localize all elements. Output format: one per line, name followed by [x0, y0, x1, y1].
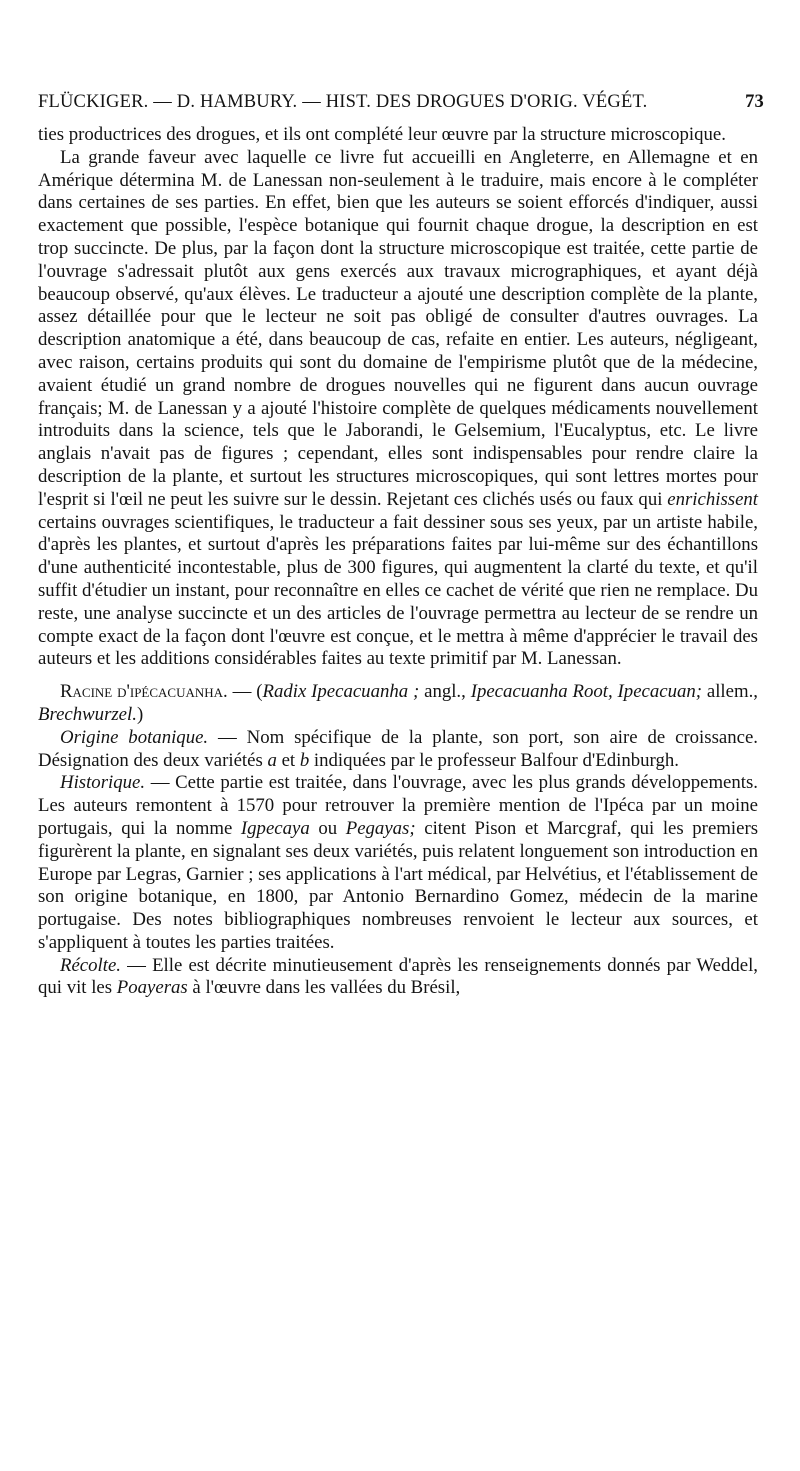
section-historique: [38, 772, 758, 954]
paragraph-continuation: ties productrices des drogues, et ils ont complété leur œuvre par la structure microscopique.: [38, 124, 726, 145]
entry-dash: — (: [227, 681, 263, 703]
italic-name: Igpecaya: [240, 817, 310, 839]
section-text: — Cette partie est traitée, dans l'ouvrage, avec les plus grands développements. Les auteurs remontent à 1570 pour retrouver la première mention de l'Ipéca par un moine portugais, qui la nomme: [38, 772, 758, 839]
section-text: indiquées par le professeur Balfour d'Edinburgh.: [309, 749, 679, 771]
entry-title: Racine d'ipécacuanha.: [60, 681, 228, 703]
section-label: Récolte.: [60, 954, 122, 976]
entry-separator: angl.,: [419, 681, 471, 703]
section-label: Historique.: [60, 772, 146, 794]
body-text: [38, 124, 758, 1000]
entry-synonym: Ipecacuanha Root, Ipecacuan;: [470, 681, 703, 703]
italic-word: enrichissent: [667, 488, 759, 510]
variety-letter: b: [299, 749, 310, 771]
variety-letter: a: [267, 749, 277, 771]
entry-heading: [38, 681, 758, 727]
section-text: ou: [309, 817, 346, 839]
entry-close: ): [136, 703, 144, 725]
paragraph-text: certains ouvrages scientifiques, le traducteur a fait dessiner sous ses yeux, par un artiste habile, d'après les plantes, et surtout d'après les préparations faites par lui-même sur des échantillons d'une authenticité incontestable, plus de 300 figures, qui augmentent la clarté du texte, et qu'il suffit d'étudier un instant, pour reconnaître en elles ce cachet de vérité que rien ne remplace. Du reste, une analyse succincte et un des articles de l'ouvrage permettra au lecteur de se rendre un compte exact de la façon dont l'œuvre est conçue, et le mettra à même d'apprécier le travail des auteurs et les additions considérables faites au texte primitif par M. Lanessan.: [38, 511, 758, 670]
section-text: à l'œuvre dans les vallées du Brésil,: [187, 977, 461, 999]
entry-synonym: Brechwurzel.: [38, 703, 137, 725]
italic-name: Pegayas;: [345, 817, 416, 839]
paragraph-text: La grande faveur avec laquelle ce livre fut accueilli en Angleterre, en Allemagne et en Amérique détermina M. de Lanessan non-seulement à le traduire, mais encore à le compléter dans certaines de ses parties. En effet, bien que les auteurs se soient efforcés d'indiquer, aussi exactement que possible, l'espèce botanique qui fournit chaque drogue, la description en est trop succincte. De plus, par la façon dont la structure microscopique est traitée, cette partie de l'ouvrage s'adressait plutôt aux gens exercés aux travaux micrographiques, et ayant déjà beaucoup observé, qu'aux élèves. Le traducteur a ajouté une description complète de la plante, assez détaillée pour que le lecteur ne soit pas obligé de consulter d'autres ouvrages. La description anatomique a été, dans beaucoup de cas, refaite en entier. Les auteurs, négligeant, avec raison, certains produits qui sont du domaine de l'empirisme plutôt que de la médecine, avaient étudié un grand nombre de drogues nouvelles qui ne figurent dans aucun ouvrage français; M. de Lanessan y a ajouté l'histoire complète de quelques médicaments nouvellement introduits dans la science, tels que le Jaborandi, le Gelsemium, l'Eucalyptus, etc. Le livre anglais n'avait pas de figures ; cependant, elles sont indispensables pour rendre claire la description de la plante, et surtout les structures microscopiques, qui sont lettres mortes pour l'esprit si l'œil ne peut les suivre sur le dessin. Rejetant ces clichés usés ou faux qui: [38, 146, 758, 510]
section-text: — Nom spécifique de la plante, son port, son aire de croissance. Désignation des deux variétés: [38, 726, 758, 771]
section-text: citent Pison et Marcgraf, qui les premiers figurèrent la plante, en signalant ses deux variétés, puis relatent longuement son introduction en Europe par Legras, Garnier ; ses applications à l'art médical, par Helvétius, et l'établissement de son origine botanique, en 1800, par Antonio Bernardino Gomez, médecin de la marine portugaise. Des notes bibliographiques nombreuses renvoient le lecteur aux sources, et s'appliquent à toutes les parties traitées.: [38, 817, 759, 953]
section-text: — Elle est décrite minutieusement d'après les renseignements donnés par Weddel, qui vit les: [38, 954, 758, 999]
page-number: 73: [745, 92, 764, 112]
italic-name: Poayeras: [116, 977, 188, 999]
entry-synonym: Radix Ipecacuanha ;: [262, 681, 420, 703]
running-header: [38, 92, 764, 118]
paragraph-translation: [38, 147, 758, 671]
section-text: et: [276, 749, 300, 771]
section-recolte: [38, 955, 758, 1001]
section-label: Origine botanique.: [60, 726, 209, 748]
running-title: FLÜCKIGER. — D. HAMBURY. — HIST. DES DROGUES D'ORIG. VÉGÉT.: [38, 92, 648, 112]
section-origine: [38, 727, 758, 773]
entry-separator: allem.,: [702, 681, 758, 703]
